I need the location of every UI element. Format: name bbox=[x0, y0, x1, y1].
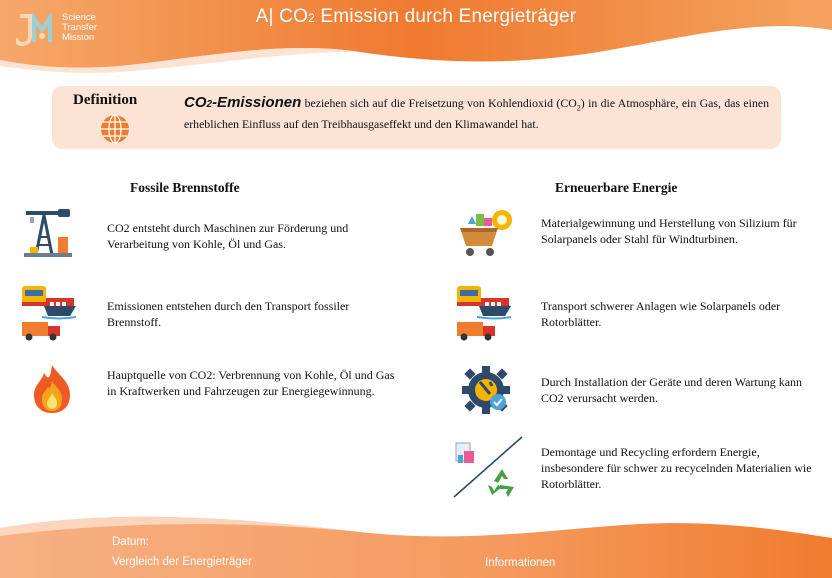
definition-text bbox=[184, 95, 769, 132]
footer-left-text: Vergleich der Energieträger bbox=[112, 556, 252, 568]
globe-icon bbox=[100, 114, 130, 144]
oil-pump-icon bbox=[22, 207, 74, 259]
term-suffix: -Emissionen bbox=[212, 94, 302, 111]
logo-text-line-1: Science bbox=[62, 12, 96, 23]
renewable-item-2-text: Transport schwerer Anlagen wie Solarpanels oder Rotorblätter. bbox=[541, 299, 781, 329]
title-suffix: Emission durch Energieträger bbox=[314, 6, 577, 27]
fire-icon bbox=[28, 363, 76, 415]
fossil-item-3-text: Hauptquelle von CO2: Verbrennung von Kohle, Öl und Gas in Kraftwerken und Fahrzeugen zur Energiegewinnung. bbox=[107, 368, 395, 398]
material-cart-icon bbox=[458, 208, 516, 260]
title-prefix: A| CO bbox=[255, 6, 309, 27]
logo-text-line-2: Transfer bbox=[62, 22, 98, 33]
definition-text-subscript: 2 bbox=[576, 103, 581, 113]
definition-label: Definition bbox=[73, 92, 138, 108]
page-title bbox=[0, 6, 832, 28]
renewable-item-3-text: Durch Installation der Geräte und deren Wartung kann CO2 verursacht werden. bbox=[541, 375, 803, 405]
transport-icon bbox=[20, 284, 76, 342]
definition-term bbox=[184, 94, 301, 111]
definition-box bbox=[52, 86, 781, 149]
transport-icon bbox=[455, 284, 511, 342]
definition-text-before: beziehen sich auf die Freisetzung von Kohlendioxid (CO bbox=[301, 96, 577, 110]
title-subscript: 2 bbox=[308, 11, 315, 25]
term-subscript: 2 bbox=[206, 99, 213, 110]
fossil-heading: Fossile Brennstoffe bbox=[130, 180, 240, 195]
term-prefix: CO bbox=[184, 94, 207, 111]
fossil-item-1-text: CO2 entsteht durch Maschinen zur Förderung und Verarbeitung von Kohle, Öl und Gas. bbox=[107, 221, 349, 251]
renewable-heading: Erneuerbare Energie bbox=[555, 180, 678, 195]
footer-right-text: Informationen bbox=[485, 557, 556, 569]
fossil-item-2-text: Emissionen entstehen durch den Transport fossiler Brennstoff. bbox=[107, 299, 350, 329]
maintenance-gear-icon bbox=[460, 364, 512, 416]
definition-text-after: ) in die Atmosphäre, ein Gas, das einen erheblichen Einfluss auf den Treibhausgaseffekt und den Klimawandel hat. bbox=[184, 96, 769, 132]
renewable-item-1-text: Materialgewinnung und Herstellung von Silizium für Solarpanels oder Stahl für Windturbinen. bbox=[541, 216, 797, 246]
renewable-item-4-text: Demontage und Recycling erfordern Energie, insbesondere für schwer zu recycelnden Materialien wie Rotorblätter. bbox=[541, 445, 812, 491]
logo-text-line-3: Mission bbox=[62, 32, 95, 43]
recycling-icon bbox=[450, 435, 524, 499]
footer-date-label: Datum: bbox=[112, 536, 150, 548]
